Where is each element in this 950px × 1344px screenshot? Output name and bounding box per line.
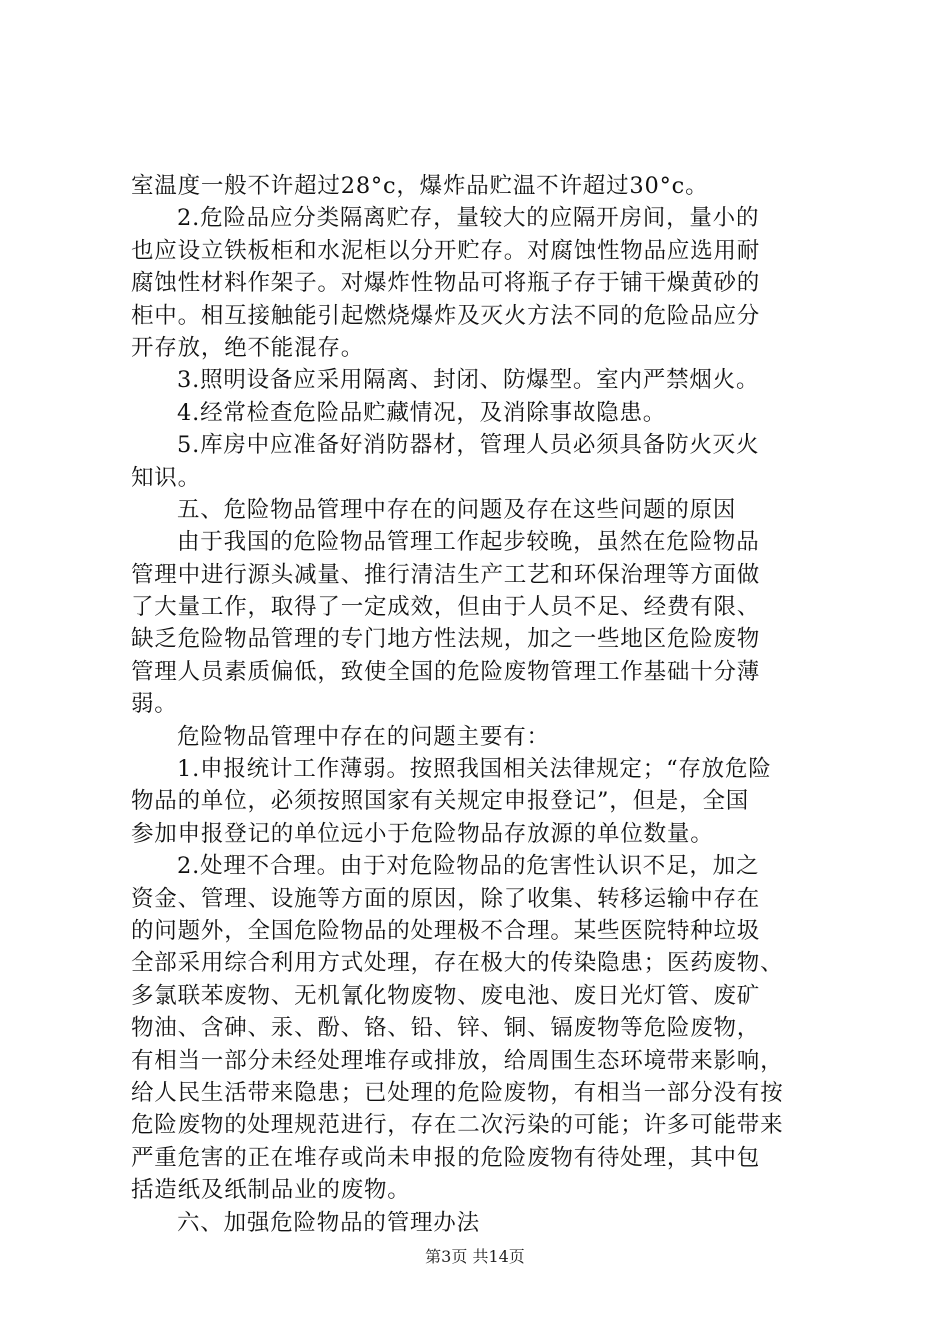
text-line: 危险物品管理中存在的问题主要有： — [177, 723, 550, 750]
text-line: 知识。 — [131, 464, 201, 491]
text-line: 管理中进行源头减量、推行清洁生产工艺和环保治理等方面做 — [131, 561, 761, 588]
text-line: 六、加强危险物品的管理办法 — [177, 1209, 480, 1236]
text-line: 开存放，绝不能混存。 — [131, 334, 365, 361]
text-line: 危险废物的处理规范进行，存在二次污染的可能；许多可能带来 — [131, 1112, 784, 1139]
document-body — [131, 170, 831, 1239]
page-footer: 第3页 共14页 — [425, 1247, 525, 1266]
text-line: 5.库房中应准备好消防器材，管理人员必须具备防火灭火 — [177, 432, 760, 459]
text-line: 五、危险物品管理中存在的问题及存在这些问题的原因 — [177, 496, 737, 523]
text-line: 由于我国的危险物品管理工作起步较晚，虽然在危险物品 — [177, 529, 760, 556]
text-line: 也应设立铁板柜和水泥柜以分开贮存。对腐蚀性物品应选用耐 — [131, 237, 761, 264]
text-line: 括造纸及纸制品业的废物。 — [131, 1177, 411, 1204]
text-line: 资金、管理、设施等方面的原因，除了收集、转移运输中存在 — [131, 885, 761, 912]
text-line: 全部采用综合利用方式处理，存在极大的传染隐患；医药废物、 — [131, 950, 784, 977]
text-line: 缺乏危险物品管理的专门地方性法规，加之一些地区危险废物 — [131, 626, 761, 653]
text-line: 管理人员素质偏低，致使全国的危险废物管理工作基础十分薄 — [131, 658, 761, 685]
text-line: 严重危害的正在堆存或尚未申报的危险废物有待处理，其中包 — [131, 1144, 761, 1171]
text-line: 了大量工作，取得了一定成效，但由于人员不足、经费有限、 — [131, 594, 761, 621]
text-line: 的问题外，全国危险物品的处理极不合理。某些医院特种垃圾 — [131, 917, 761, 944]
text-line: 1.申报统计工作薄弱。按照我国相关法律规定；“存放危险 — [177, 756, 772, 783]
text-line: 室温度一般不许超过28°c，爆炸品贮温不许超过30°c。 — [131, 173, 709, 199]
text-line: 参加申报登记的单位远小于危险物品存放源的单位数量。 — [131, 820, 714, 847]
text-line: 柜中。相互接触能引起燃烧爆炸及灭火方法不同的危险品应分 — [131, 302, 761, 329]
text-line: 2.处理不合理。由于对危险物品的危害性认识不足，加之 — [177, 853, 760, 880]
text-line: 多氯联苯废物、无机氰化物废物、废电池、废日光灯管、废矿 — [131, 982, 761, 1009]
text-line: 2.危险品应分类隔离贮存，量较大的应隔开房间，量小的 — [177, 205, 760, 232]
text-line: 物油、含砷、汞、酚、铬、铅、锌、铜、镉废物等危险废物， — [131, 1015, 761, 1042]
text-line: 有相当一部分未经处理堆存或排放，给周围生态环境带来影响， — [131, 1047, 784, 1074]
text-line: 物品的单位，必须按照国家有关规定申报登记”，但是，全国 — [131, 788, 750, 815]
text-line: 给人民生活带来隐患；已处理的危险废物，有相当一部分没有按 — [131, 1079, 784, 1106]
text-line: 3.照明设备应采用隔离、封闭、防爆型。室内严禁烟火。 — [177, 367, 760, 394]
text-line: 腐蚀性材料作架子。对爆炸性物品可将瓶子存于铺干燥黄砂的 — [131, 270, 761, 297]
text-line: 4.经常检查危险品贮藏情况，及消除事故隐患。 — [177, 399, 667, 426]
text-line: 弱。 — [131, 691, 178, 718]
